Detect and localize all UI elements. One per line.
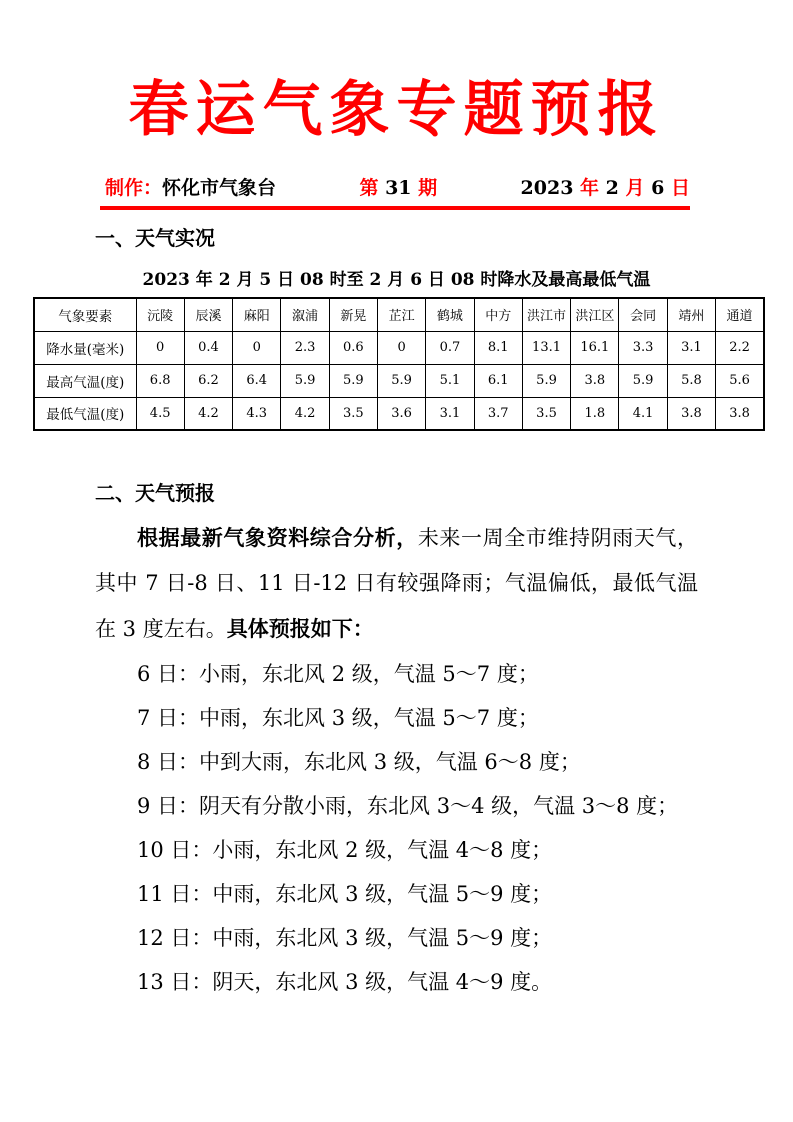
- intro-bold-start: 根据最新气象资料综合分析，: [137, 525, 418, 550]
- table-value-cell: 5.8: [667, 364, 715, 397]
- table-value-cell: 4.1: [619, 397, 667, 430]
- date-month: 2: [605, 177, 619, 199]
- maker-label: 制作：: [105, 177, 163, 199]
- table-header-cell: 芷江: [377, 298, 425, 331]
- table-header-cell: 会同: [619, 298, 667, 331]
- issue-info: [359, 173, 437, 200]
- table-row: [34, 397, 764, 430]
- forecast-item: 11 日：中雨，东北风 3 级，气温 5～9 度；: [137, 882, 553, 906]
- table-value-cell: 4.5: [136, 397, 184, 430]
- table-header-cell: 气象要素: [34, 298, 136, 331]
- table-value-cell: 5.9: [619, 364, 667, 397]
- intro-normal-text: 未来一周全市维持阴雨天气，其中 7 日-8 日、11 日-12 日有较强降雨；气温偏低，最低气温在 3 度左右。: [95, 526, 699, 641]
- table-value-cell: 0.7: [426, 331, 474, 364]
- table-header-cell: 通道: [716, 298, 764, 331]
- table-header-cell: 鹤城: [426, 298, 474, 331]
- forecast-item: 8 日：中到大雨，东北风 3 级，气温 6～8 度；: [137, 750, 581, 774]
- table-value-cell: 0: [377, 331, 425, 364]
- forecast-item: 7 日：中雨，东北风 3 级，气温 5～7 度；: [137, 706, 539, 730]
- document-title: 春运气象专题预报: [128, 75, 665, 145]
- table-value-cell: 3.1: [426, 397, 474, 430]
- issue-suffix: 期: [411, 177, 438, 199]
- table-header-cell: 辰溪: [184, 298, 232, 331]
- table-value-cell: 6.4: [233, 364, 281, 397]
- table-value-cell: 0.6: [329, 331, 377, 364]
- table-value-cell: 0: [136, 331, 184, 364]
- section-2-heading: 二、天气预报: [95, 481, 215, 505]
- table-value-cell: 3.7: [474, 397, 522, 430]
- table-header-cell: 洪江市: [522, 298, 570, 331]
- date-month-unit: 月: [618, 177, 652, 199]
- row-label-cell: 最高气温(度): [34, 364, 136, 397]
- table-value-cell: 0.4: [184, 331, 232, 364]
- maker-info: [105, 173, 276, 200]
- table-value-cell: 3.8: [716, 397, 764, 430]
- date-year-unit: 年: [573, 177, 606, 199]
- weather-observation-table: [33, 297, 765, 431]
- table-value-cell: 16.1: [571, 331, 619, 364]
- table-value-cell: 5.9: [522, 364, 570, 397]
- table-value-cell: 4.2: [281, 397, 329, 430]
- table-value-cell: 3.3: [619, 331, 667, 364]
- table-value-cell: 5.9: [377, 364, 425, 397]
- table-value-cell: 5.9: [329, 364, 377, 397]
- table-value-cell: 5.6: [716, 364, 764, 397]
- row-label-cell: 降水量(毫米): [34, 331, 136, 364]
- date-info: [521, 173, 690, 200]
- table-value-cell: 6.1: [474, 364, 522, 397]
- observation-table-title: 2023 年 2 月 5 日 08 时至 2 月 6 日 08 时降水及最高最低气温: [142, 270, 651, 290]
- table-header-cell: 沅陵: [136, 298, 184, 331]
- table-value-cell: 5.9: [281, 364, 329, 397]
- header-divider-rule: [100, 206, 690, 210]
- table-header-cell: 中方: [474, 298, 522, 331]
- forecast-item: 10 日：小雨，东北风 2 级，气温 4～8 度；: [137, 838, 553, 862]
- table-value-cell: 3.8: [667, 397, 715, 430]
- maker-name: 怀化市气象台: [162, 177, 277, 199]
- table-value-cell: 1.8: [571, 397, 619, 430]
- forecast-item: 6 日：小雨，东北风 2 级，气温 5～7 度；: [137, 662, 539, 686]
- meta-row: [105, 173, 690, 200]
- table-value-cell: 3.6: [377, 397, 425, 430]
- table-row: [34, 331, 764, 364]
- table-header-row: [34, 298, 764, 331]
- table-value-cell: 4.2: [184, 397, 232, 430]
- table-value-cell: 2.2: [716, 331, 764, 364]
- date-day: 6: [651, 177, 665, 199]
- table-value-cell: 8.1: [474, 331, 522, 364]
- forecast-item: 9 日：阴天有分散小雨，东北风 3～4 级，气温 3～8 度；: [137, 794, 679, 818]
- table-value-cell: 3.1: [667, 331, 715, 364]
- forecast-item: 12 日：中雨，东北风 3 级，气温 5～9 度；: [137, 926, 553, 950]
- table-header-cell: 洪江区: [571, 298, 619, 331]
- forecast-intro-paragraph: [95, 515, 698, 652]
- table-header-cell: 靖州: [667, 298, 715, 331]
- date-day-unit: 日: [664, 177, 690, 199]
- table-row: [34, 364, 764, 397]
- table-value-cell: 2.3: [281, 331, 329, 364]
- date-year: 2023: [520, 177, 574, 199]
- issue-number: 31: [385, 177, 412, 199]
- intro-bold-end: 具体预报如下：: [226, 616, 374, 641]
- row-label-cell: 最低气温(度): [34, 397, 136, 430]
- table-value-cell: 6.2: [184, 364, 232, 397]
- table-value-cell: 3.8: [571, 364, 619, 397]
- table-header-cell: 麻阳: [233, 298, 281, 331]
- table-header-cell: 溆浦: [281, 298, 329, 331]
- table-value-cell: 4.3: [233, 397, 281, 430]
- forecast-item: 13 日：阴天，东北风 3 级，气温 4～9 度。: [137, 970, 553, 994]
- table-value-cell: 5.1: [426, 364, 474, 397]
- forecast-list: [0, 652, 793, 1004]
- table-value-cell: 0: [233, 331, 281, 364]
- table-value-cell: 13.1: [522, 331, 570, 364]
- table-value-cell: 3.5: [522, 397, 570, 430]
- table-header-cell: 新晃: [329, 298, 377, 331]
- issue-prefix: 第: [359, 177, 386, 199]
- table-value-cell: 6.8: [136, 364, 184, 397]
- section-1-heading: 一、天气实况: [95, 226, 215, 250]
- table-value-cell: 3.5: [329, 397, 377, 430]
